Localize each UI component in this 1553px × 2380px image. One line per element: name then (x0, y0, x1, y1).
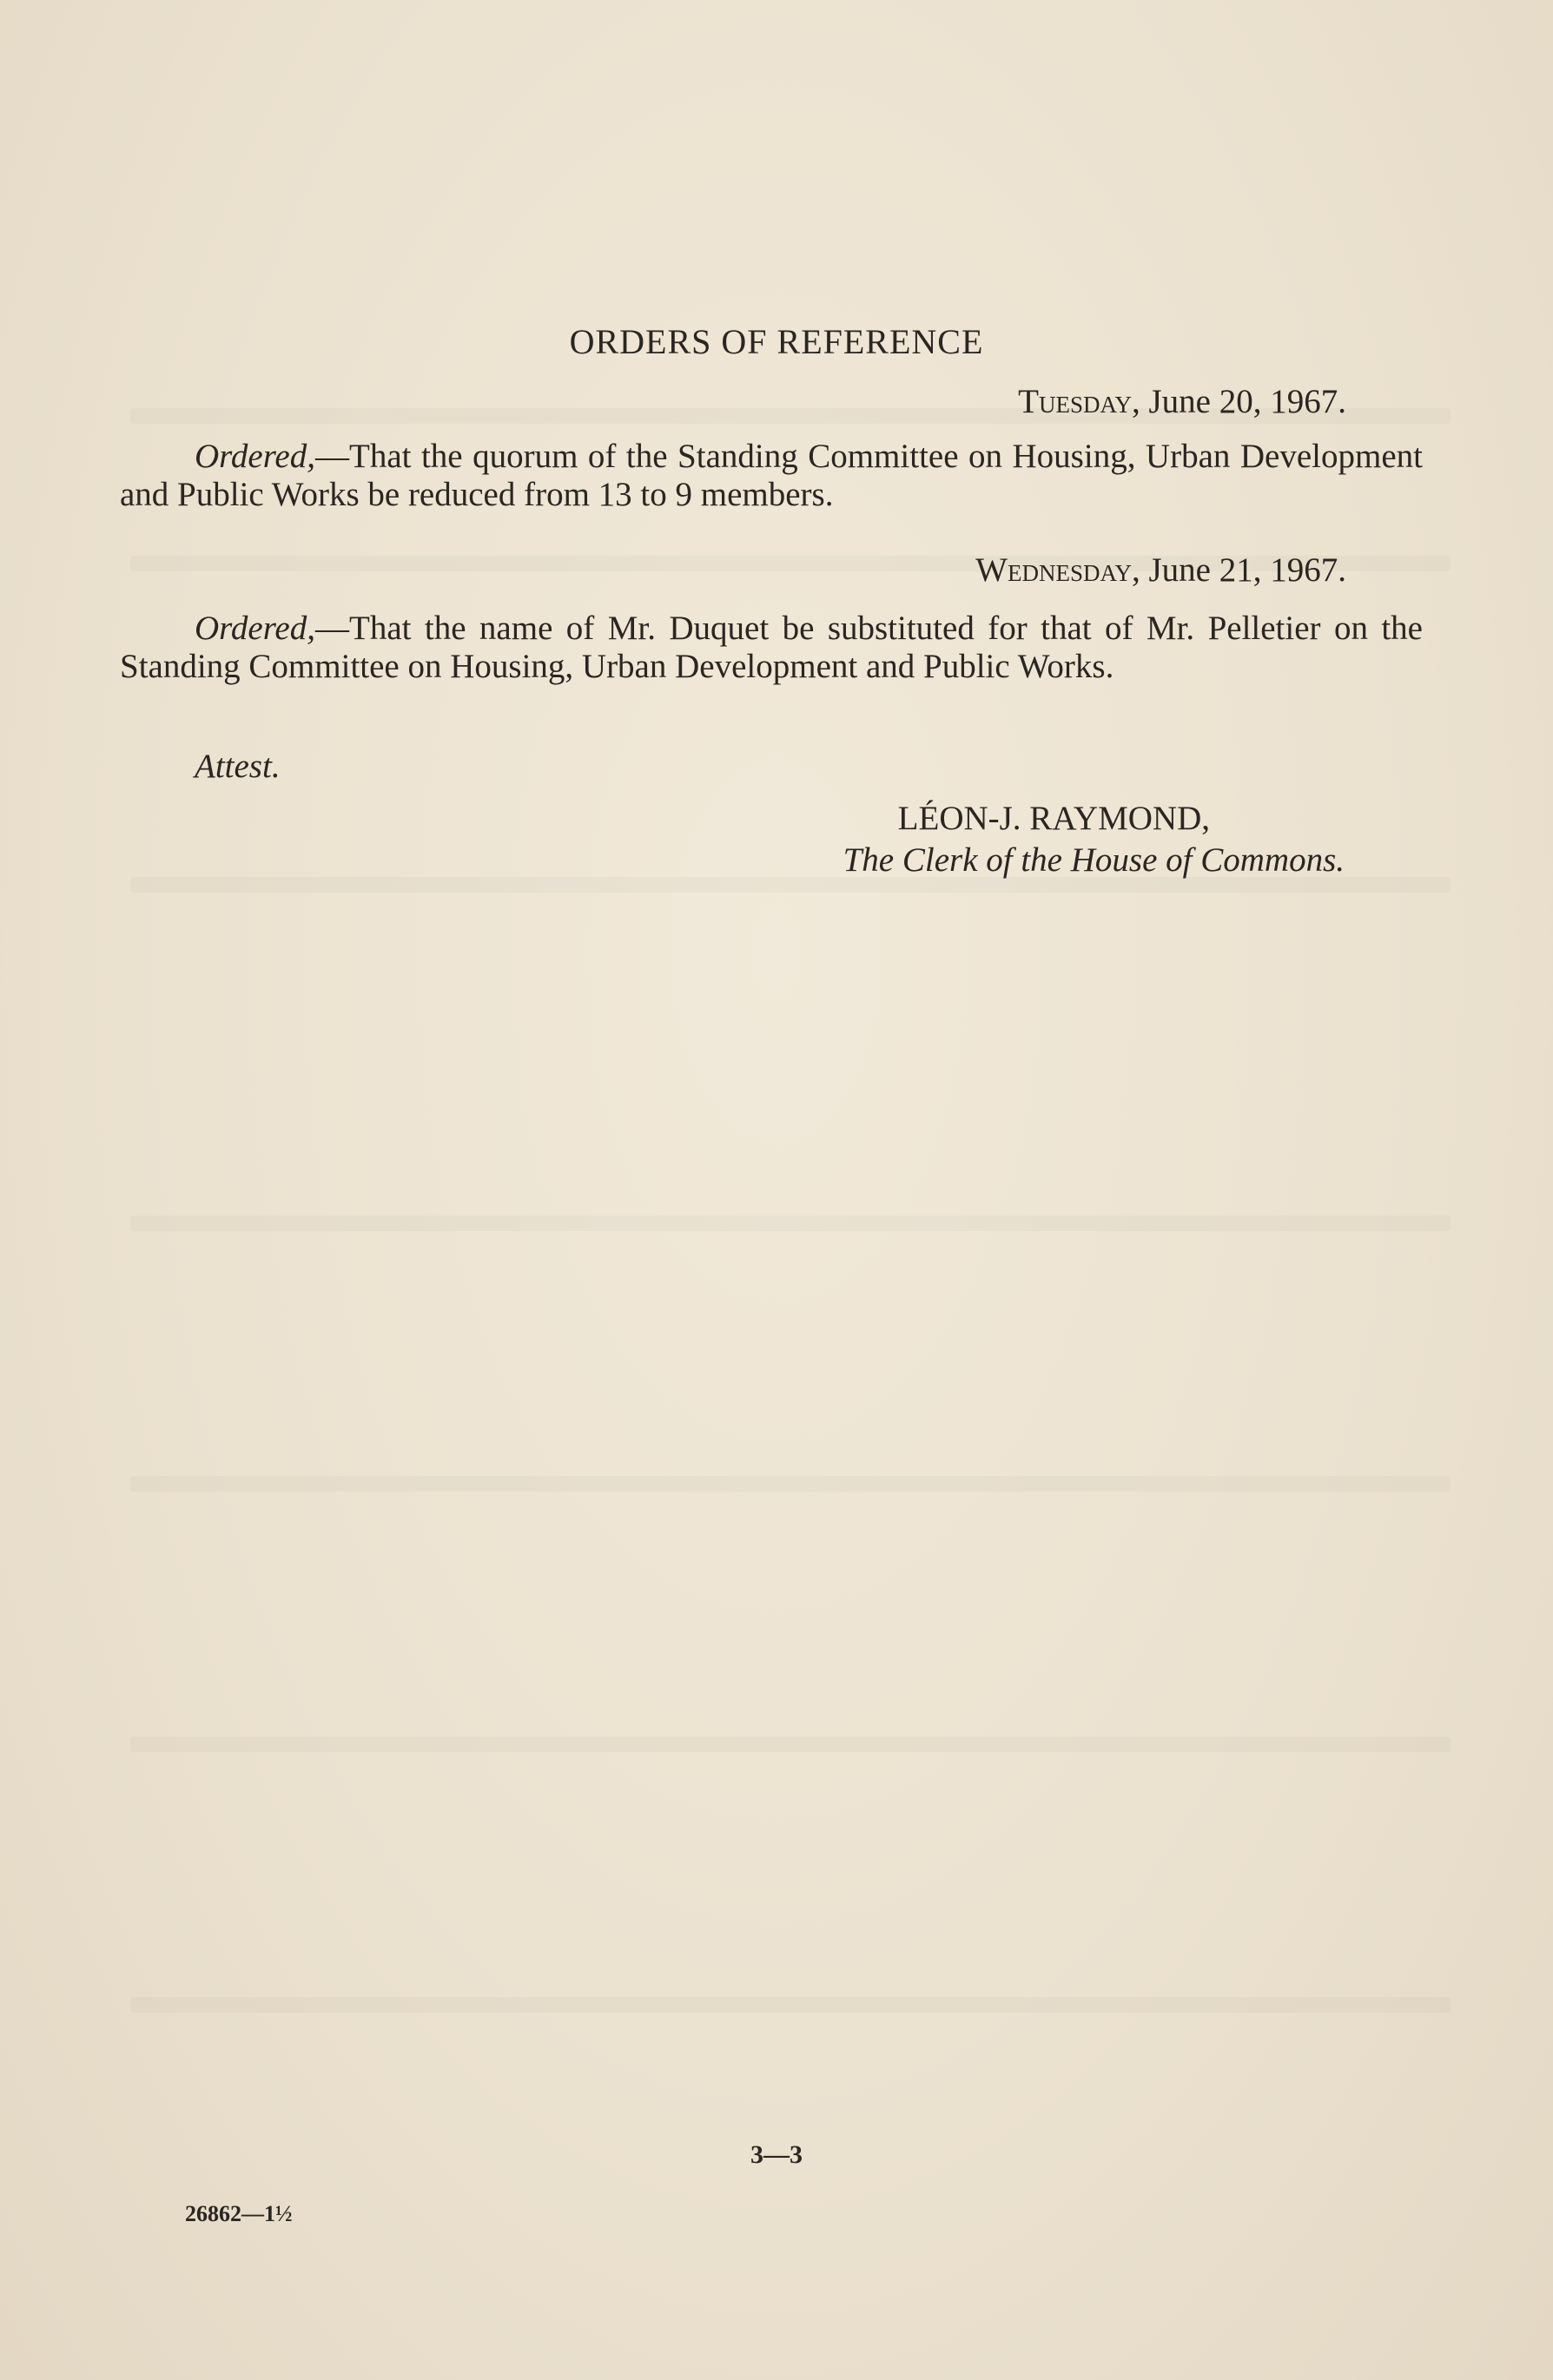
signer-name: LÉON-J. RAYMOND, (897, 800, 1210, 837)
entry-date-text-1: , June 20, 1967. (1132, 383, 1346, 420)
show-through-text (130, 1216, 1451, 1231)
print-code: 26862—1½ (185, 2201, 293, 2226)
entry-day-2: Wednesday (975, 551, 1132, 589)
order-text-1: —That the quorum of the Standing Committee on Housing, Urban Development and Public Works be reduced from 13 to 9 members. (120, 438, 1423, 513)
ordered-label-1: Ordered, (195, 438, 315, 475)
signer-title: The Clerk of the House of Commons. (843, 841, 1345, 879)
order-paragraph-1 (120, 438, 1423, 514)
entry-day-1: Tuesday (1018, 383, 1132, 420)
entry-date-2 (975, 550, 1346, 590)
attest-label: Attest. (195, 748, 281, 785)
show-through-text (130, 1997, 1451, 2013)
ordered-label-2: Ordered, (195, 610, 315, 647)
order-paragraph-2 (120, 610, 1423, 686)
show-through-text (130, 1737, 1451, 1752)
page-title: ORDERS OF REFERENCE (569, 322, 984, 361)
entry-date-text-2: , June 21, 1967. (1132, 551, 1346, 589)
page-number: 3—3 (750, 2140, 803, 2169)
order-text-2: —That the name of Mr. Duquet be substituted for that of Mr. Pelletier on the Standing Committee on Housing, Urban Development and Public Works. (120, 610, 1423, 685)
entry-date-1 (1018, 382, 1346, 421)
show-through-text (130, 1476, 1451, 1492)
